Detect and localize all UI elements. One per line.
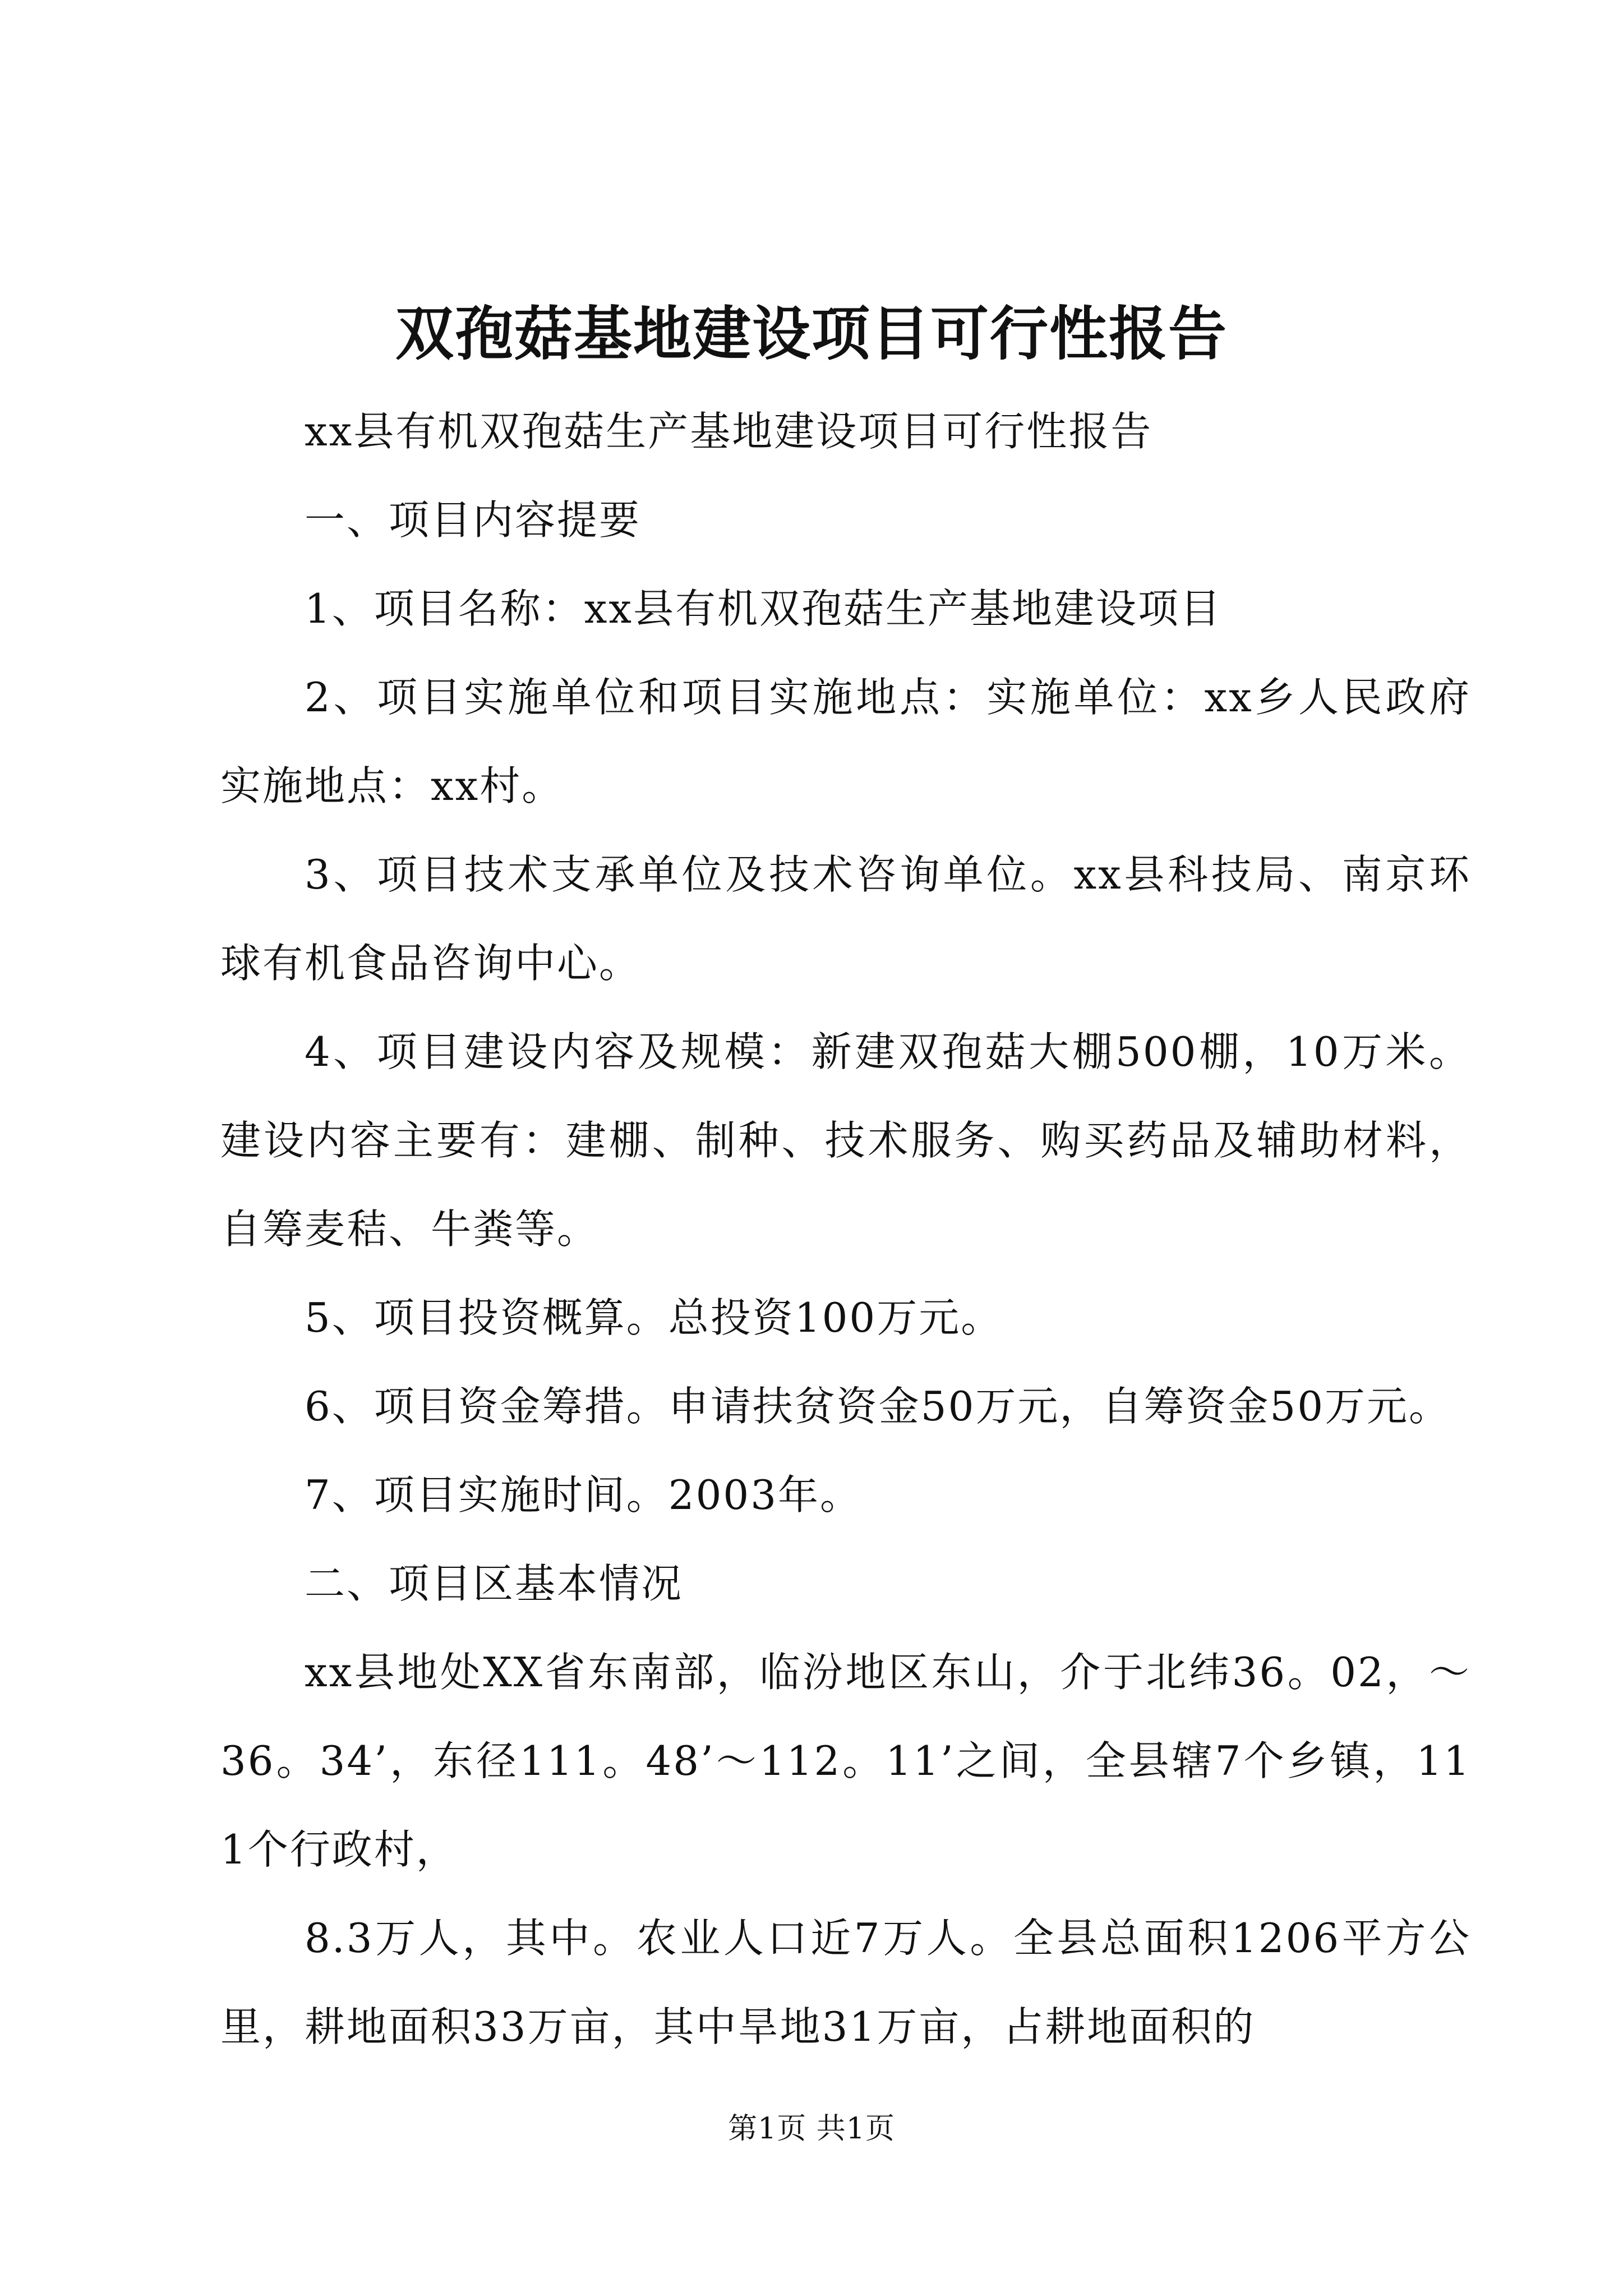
paragraph-section-1-heading: 一、项目内容提要 xyxy=(305,496,642,544)
paragraph-construction-scope: 4、项目建设内容及规模：新建双孢菇大棚500棚，10万米。建设内容主要有：建棚、制种、技术服务、购买药品及辅助材料，自筹麦秸、牛粪等。 xyxy=(220,1028,1471,1253)
paragraph-section-2-heading: 二、项目区基本情况 xyxy=(305,1560,684,1607)
paragraph-implementing-unit: 2、项目实施单位和项目实施地点：实施单位：xx乡人民政府实施地点：xx村。 xyxy=(220,674,1471,809)
document-title: 双孢菇基地建设项目可行性报告 xyxy=(395,299,1228,368)
paragraph-investment-estimate: 5、项目投资概算。总投资100万元。 xyxy=(305,1294,1003,1341)
paragraph-funding: 6、项目资金筹措。申请扶贫资金50万元，自筹资金50万元。 xyxy=(305,1383,1451,1430)
paragraph-project-name: 1、项目名称：xx县有机双孢菇生产基地建设项目 xyxy=(305,585,1223,632)
paragraph-implementation-time: 7、项目实施时间。2003年。 xyxy=(305,1471,863,1519)
paragraph-report-subtitle: xx县有机双孢菇生产基地建设项目可行性报告 xyxy=(305,408,1153,455)
page-footer: 第1页 共1页 xyxy=(728,2112,895,2146)
paragraph-population-area: 8.3万人，其中。农业人口近7万人。全县总面积1206平方公里，耕地面积33万亩，其中旱地31万亩，占耕地面积的 xyxy=(220,1915,1471,2050)
document-body xyxy=(220,387,1471,2071)
paragraph-technical-support: 3、项目技术支承单位及技术咨询单位。xx县科技局、南京环球有机食品咨询中心。 xyxy=(220,851,1471,987)
paragraph-county-location: xx县地处XX省东南部，临汾地区东山，介于北纬36。02，～36。34’，东径111。48’～112。11’之间，全县辖7个乡镇，111个行政村， xyxy=(220,1649,1471,1873)
